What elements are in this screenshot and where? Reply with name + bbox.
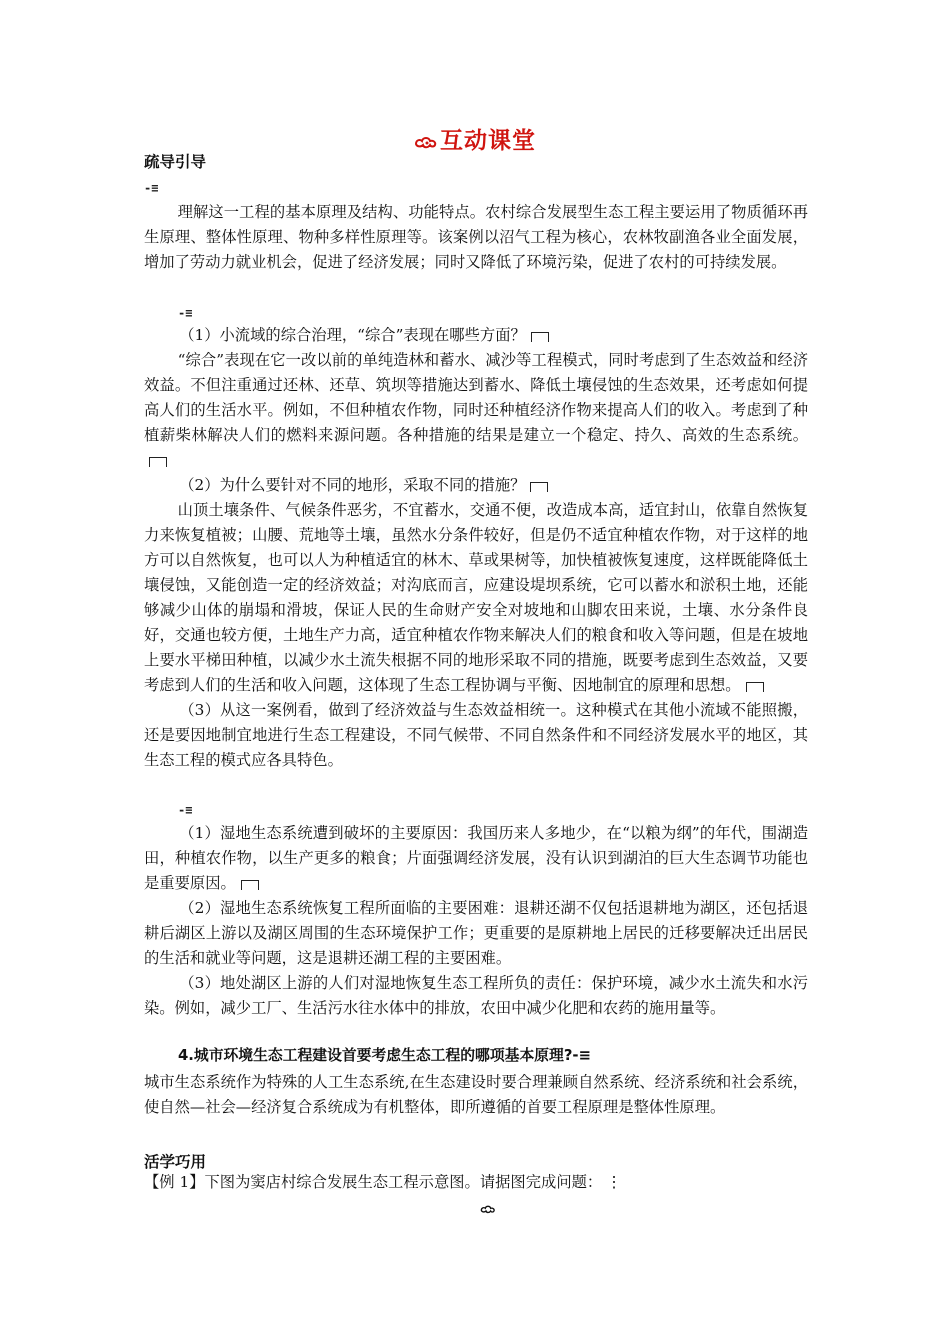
intro-text: 理解这一工程的基本原理及结构、功能特点。农村综合发展型生态工程主要运用了物质循环再生原理、整体性原理、物种多样性原理等。该案例以沼气工程为核心，农林牧副渔各业全面发展，增加了劳动力就业机会，促进了经济发展；同时又降低了环境污染，促进了农村的可持续发展。 <box>144 203 808 271</box>
wetland-block <box>144 821 808 1021</box>
wetland-point-3: （3）地处湖区上游的人们对湿地恢复生态工程所负的责任：保护环境，减少水土流失和水污染。例如，减少工厂、生活污水往水体中的排放，农田中减少化肥和农药的施用量等。 <box>144 974 808 1017</box>
answer-4-block <box>144 1070 808 1120</box>
cloud-logo-icon <box>480 1203 496 1215</box>
example-tail: ⋮ <box>606 1173 622 1191</box>
answer-3: （3）从这一案例看，做到了经济效益与生态效益相统一。这种模式在其他小流域不能照搬，还是要因地制宜地进行生态工程建设，不同气候带、不同自然条件和不同经济发展水平的地区，其生态工程的模式应各具特色。 <box>144 701 808 769</box>
section-marker: -≡ <box>178 803 193 817</box>
answer-2: 山顶土壤条件、气候条件恶劣，不宜蓄水，交通不便，改造成本高，适宜封山，依靠自然恢复力来恢复植被；山腰、荒地等土壤，虽然水分条件较好，但是仍不适宜种植农作物，对于这样的地方可以自然恢复，也可以人为种植适宜的林木、草或果树等，加快植被恢复速度，这样既能降低土壤侵蚀，又能创造一定的经济效益；对沟底而言，应建设堤坝系统，它可以蓄水和淤积土地，还能够减少山体的崩塌和滑坡，保证人民的生命财产安全对坡地和山脚农田来说，土壤、水分条件良好，交通也较方便，土地生产力高，适宜种植农作物来解决人们的粮食和收入等问题，但是在坡地上要水平梯田种植，以减少水土流失根据不同的地形采取不同的措施，既要考虑到生态效益，又要考虑到人们的生活和收入问题，这体现了生态工程协调与平衡、因地制宜的原理和思想。 <box>144 501 808 694</box>
example-block <box>144 1170 808 1195</box>
bracket-mark-icon <box>746 682 764 692</box>
question-4: 4.城市环境生态工程建设首要考虑生态工程的哪项基本原理?-≡ <box>178 1047 591 1064</box>
cloud-logo-icon <box>414 134 438 150</box>
section-marker: -≡ <box>144 181 159 195</box>
bracket-mark-icon <box>241 880 259 890</box>
answer-1: “综合”表现在它一改以前的单纯造林和蓄水、减沙等工程模式，同时考虑到了生态效益和经济效益。不但注重通过还林、还草、筑坝等措施达到蓄水、降低土壤侵蚀的生态效果，还考虑如何提高人们的生活水平。例如，不但种植农作物，同时还种植经济作物来提高人们的收入。考虑到了种植薪柴林解决人们的燃料来源问题。各种措施的结果是建立一个稳定、持久、高效的生态系统。 <box>144 348 808 473</box>
bracket-mark-icon <box>149 457 167 467</box>
wetland-point-2: （2）湿地生态系统恢复工程所面临的主要困难：退耕还湖不仅包括退耕地为湖区，还包括退耕后湖区上游以及湖区周围的生态环境保护工作；更重要的是原耕地上居民的迁移要解决迁出居民的生活和就业等问题，这是退耕还湖工程的主要困难。 <box>144 899 808 967</box>
bracket-mark-icon <box>531 332 549 342</box>
wetland-point-1: （1）湿地生态系统遭到破坏的主要原因：我国历来人多地少，在“以粮为纲”的年代，围湖造田，种植农作物，以生产更多的粮食；片面强调经济发展，没有认识到湖泊的巨大生态调节功能也是重要原因。 <box>144 824 808 892</box>
question-2: （2）为什么要针对不同的地形，采取不同的措施？ <box>144 473 808 498</box>
example-1: 【例 1】下图为窦店村综合发展生态工程示意图。请据图完成问题： ⋮ <box>144 1173 622 1191</box>
answer-4: 城市生态系统作为特殊的人工生态系统,在生态建设时要合理兼顾自然系统、经济系统和社会系统，使自然—社会—经济复合系统成为有机整体，即所遵循的首要工程原理是整体性原理。 <box>144 1073 808 1116</box>
question-1: （1）小流域的综合治理，“综合”表现在哪些方面？ <box>144 323 808 348</box>
section-heading-guide: 疏导引导 <box>144 153 207 171</box>
bracket-mark-icon <box>530 482 548 492</box>
watershed-block <box>144 323 808 773</box>
section-marker: -≡ <box>178 306 193 320</box>
section-heading-apply: 活学巧用 <box>144 1153 207 1171</box>
title-text: 互动课堂 <box>440 128 536 154</box>
intro-paragraph <box>144 200 808 275</box>
page-title <box>0 122 950 155</box>
